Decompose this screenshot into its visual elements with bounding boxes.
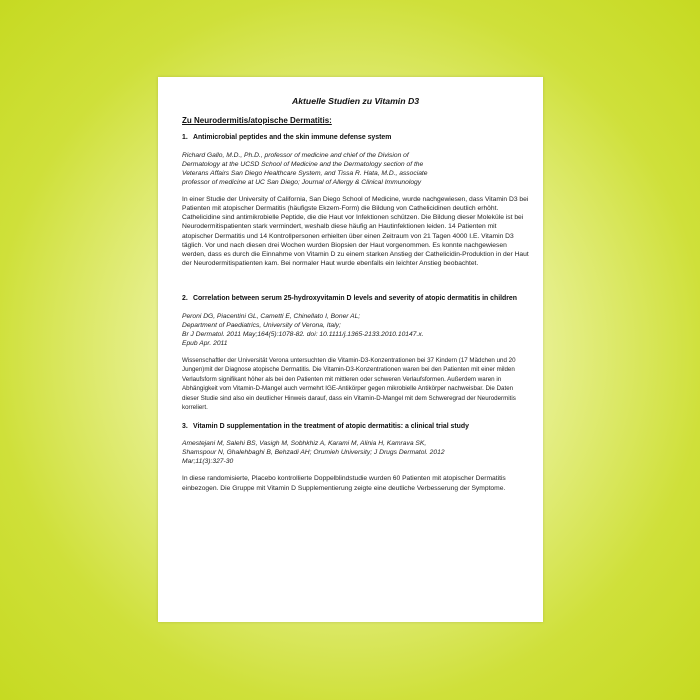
study-3-summary: In diese randomisierte, Placebo kontrollierte Doppelblindstudie wurden 60 Patienten mit atopischer Dermatitis einbezogen. Die Gruppe mit Vitamin D Supplementierung zeigte eine deutliche Verbesserung der Symptome. [182, 475, 506, 492]
study-2-number: 2. [182, 294, 188, 302]
study-2-authors-line: Epub Apr. 2011 [182, 339, 228, 347]
study-1-authors-line: Richard Gallo, M.D., Ph.D., professor of medicine and chief of the Division of [182, 151, 409, 159]
study-2-authors-line: Br J Dermatol. 2011 May;164(5):1078-82. doi: 10.1111/j.1365-2133.2010.10147.x. [182, 330, 424, 338]
study-2-title: Correlation between serum 25-hydroxyvitamin D levels and severity of atopic dermatitis in children [193, 294, 517, 302]
study-3-authors-line: Mar;11(3):327-30 [182, 458, 234, 466]
study-3-authors-line: Shamspour N, Ghalehbaghi B, Behzadi AH; Orumieh University; J Drugs Dermatol. 2012 [182, 449, 445, 457]
document-title: Aktuelle Studien zu Vitamin D3 [291, 96, 420, 106]
study-1-heading [182, 134, 529, 143]
study-1-authors-line: professor of medicine at UC San Diego; Journal of Allergy & Clinical Immunology [182, 178, 422, 186]
study-1-number: 1. [182, 134, 188, 141]
study-1-authors [182, 151, 529, 187]
study-3-heading [182, 423, 529, 432]
study-2-authors-line: Department of Paediatrics, University of Verona, Italy; [182, 321, 341, 329]
study-2-heading [182, 295, 529, 304]
study-1-authors-line: Veterans Affairs San Diego Healthcare System, and Tissa R. Hata, M.D., associate [182, 169, 428, 177]
study-3-authors-line: Amestejani M, Salehi BS, Vasigh M, Sobhkhiz A, Karami M, Alinia H, Kamrava SK, [182, 440, 427, 448]
document-page [158, 77, 543, 622]
section-heading: Zu Neurodermitis/atopische Dermatitis: [182, 116, 332, 125]
study-3-number: 3. [182, 422, 188, 430]
study-3-authors [182, 439, 529, 466]
study-2-authors [182, 312, 529, 348]
study-2-summary: Wissenschaftler der Universität Verona untersuchten die Vitamin-D3-Konzentrationen bei 37 Kindern (17 Mädchen und 20 Jungen)mit der Diagnose atopische Dermatitis. Die Vitamin-D3-Konzentrationen waren bei den Patienten mit einer milden Verlaufsform signifikant höher als bei den Patienten mit mittleren oder schweren Verlaufsformen. Außerdem waren in Abhängigkeit vom Vitamin-D-Mangel auch vermehrt IGE-Antikörper gegen mikrobielle Antikörper nachweisbar. Die Daten dieser Studie sind also ein deutlicher Hinweis darauf, dass ein Vitamin-D-Mangel mit dem Schweregrad der Neurodermitis korreliert. [182, 357, 516, 412]
study-1-summary: In einer Studie der University of California, San Diego School of Medicine, wurde nachgewiesen, dass Vitamin D3 bei Patienten mit atopischer Dermatitis (häufigste Ekzem-Form) die Bildung von Cathelicidinen deutlich erhöht. Cathelicidine sind antimikrobielle Peptide, die die Haut vor Infektionen schützen. Die Bildung dieser Moleküle ist bei Neurodermitispatienten stark vermindert, weshalb diese häufig an Hautinfektionen leiden. 14 Patienten mit atopischer Dermatitis und 14 Kontrollpersonen erhielten über einen Zeitraum von 21 Tagen 4000 I.E. Vitamin D3 täglich. Vor und nach diesen drei Wochen wurden Biopsien der Haut vorgenommen. Es konnte nachgewiesen werden, dass es durch die Einnahme von Vitamin D zu einem starken Anstieg der Cathelicidin-Produktion in der Haut der Neurodermitispatienten kam. Bei normaler Haut wurde ebenfalls ein leichter Anstieg beobachtet. [182, 196, 529, 267]
study-2-authors-line: Peroni DG, Piacentini GL, Cametti E, Chinellato I, Boner AL; [182, 312, 361, 320]
study-3-title: Vitamin D supplementation in the treatment of atopic dermatitis: a clinical trial study [193, 422, 469, 430]
study-1-title: Antimicrobial peptides and the skin immune defense system [193, 134, 392, 141]
study-1-authors-line: Dermatology at the UCSD School of Medicine and the Dermatology section of the [182, 160, 424, 168]
